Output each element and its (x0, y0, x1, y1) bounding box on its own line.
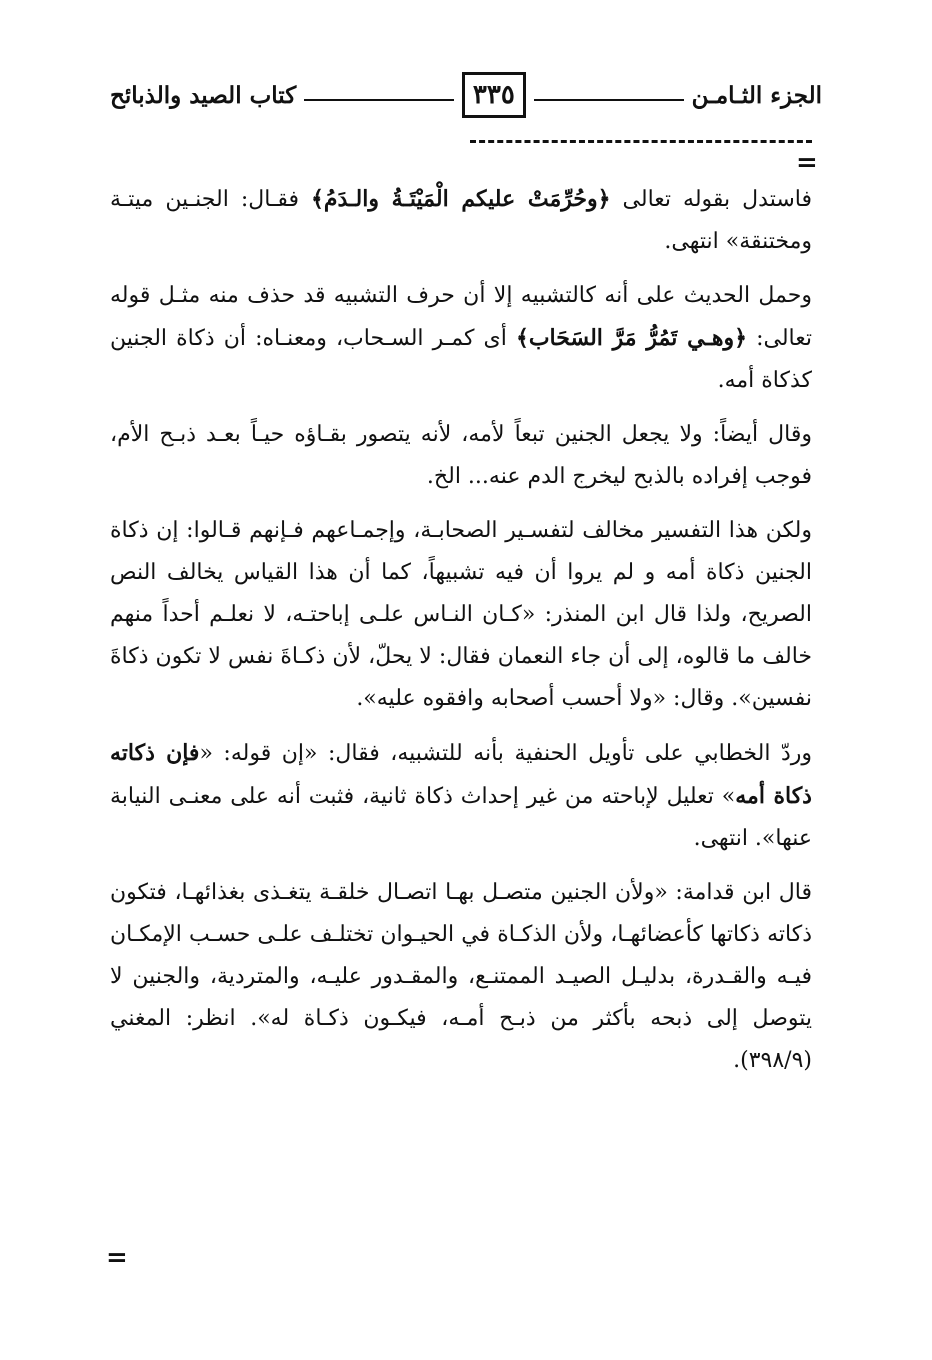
page-number: ٣٣٥ (462, 72, 526, 118)
paragraph-2-text-a: وحمل الحديث على أنه كالتشبيه إلا أن حرف التشبيه قد حذف منه مثـل قوله تعالى: (110, 283, 812, 351)
paragraph-3: وقال أيضاً: ولا يجعل الجنين تبعاً لأمه، لأنه يتصور بقـاؤه حيـاً بعـد ذبـح الأم، فوجب إفراده بالذبح ليخرج الدم عنه... الخ. (110, 422, 812, 489)
header-rule-right (534, 99, 684, 101)
top-separator-mark: = (796, 148, 818, 178)
paragraph-1 (110, 178, 812, 263)
paragraph-2-text-b: أى كمـر السـحاب، ومعنـاه: أن ذكاة الجنين كذكاة أمه. (110, 326, 812, 393)
paragraph-5 (110, 732, 812, 860)
paragraph-2 (110, 275, 812, 402)
page-body (110, 178, 812, 1094)
paragraph-5-text-b: » تعليل لإباحته من غير إحداث ذكاة ثانية، فثبت أنه على معنـى النيابة عنها». انتهى. (110, 784, 812, 851)
bottom-separator-mark: = (106, 1243, 128, 1273)
paragraph-1-text-b: فقـال: الجنـين ميتـة ومختنقة» انتهى. (110, 187, 812, 254)
running-header (110, 70, 822, 120)
book-title: كتاب الصيد والذبائح (109, 81, 297, 109)
quran-verse: ﴿وحُرِّمَتْ عليكم الْمَيْتَـةُ والـدَمُ﴾ (311, 186, 611, 212)
hadith-quote: فإن ذكاته ذكاة أمه (110, 740, 812, 809)
paragraph-6: قال ابن قدامة: «ولأن الجنين متصـل بهـا اتصـال خلقـة يتغـذى بغذائهـا، فتكون ذكاته ذكاتها كأعضائهـا، ولأن الذكـاة في الحيـوان تختلـف علـى حسـب الإمكـان فيـه والقـدرة، بدليـل الصيـد الممتنـع، والمقـدور عليـه، والمتردية، والجنين لا يتوصل إلى ذبحه بأكثر من ذبـح أمـه، فيكـون ذكـاة له». انظر: المغني (٣٩٨/٩). (110, 880, 812, 1073)
header-rule-left (304, 99, 454, 101)
paragraph-5-text-a: وردّ الخطابي على تأويل الحنفية بأنه للتشبيه، فقال: «إن قوله: « (199, 741, 812, 766)
volume-label: الجزء الثـامـن (691, 81, 822, 109)
paragraph-1-text-a: فاستدل بقوله تعالى (610, 187, 812, 212)
paragraph-4: ولكن هذا التفسير مخالف لتفسـير الصحابـة، وإجمـاعهم فـإنهم قـالوا: إن ذكاة الجنين ذكاة أمه و لم يروا أن فيه تشبيهاً، كما أن هذا القياس يخالف النص الصريح، ولذا قال ابن المنذر: «كـان النـاس علـى إباحتـه، لا نعلـم أحداً منهم خالف ما قالوه، إلى أن جاء النعمان فقال: لا يحلّ، لأن ذكـاةَ نفس لا تكون ذكاةَ نفسين». وقال: «ولا أحسب أصحابه وافقوه عليه». (110, 518, 812, 711)
header-dashed-rule (470, 140, 812, 143)
quran-verse: ﴿وهـي تَمُرُّ مَرَّ السَحَاب﴾ (515, 325, 747, 351)
